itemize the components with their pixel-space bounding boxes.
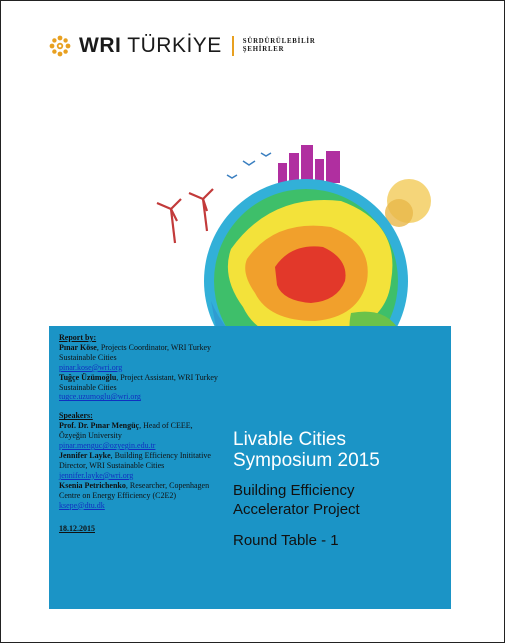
logo-subtitle: SÜRDÜRÜLEBİLİR ŞEHİRLER — [242, 37, 316, 53]
logo-brand: WRI TÜRKİYE — [79, 34, 222, 57]
speaker-person: Prof. Dr. Pınar Mengüç, Head of CEEE, Özyeğin University — [59, 421, 193, 441]
report-person: Tuğçe Üzümoğlu, Project Assistant, WRI Turkey Sustainable Cities — [59, 372, 218, 392]
report-email-link[interactable]: pinar.kose@wri.org — [59, 362, 123, 372]
speaker-person: Jennifer Layke, Building Efficiency Inititative Director, WRI Sustainable Cities — [59, 450, 211, 470]
report-heading: Report by: — [59, 333, 97, 342]
logo-separator — [232, 36, 234, 56]
report-person: Pınar Köse, Projects Coordinator, WRI Turkey Sustainable Cities — [59, 342, 212, 362]
speakers-heading: Speakers: — [59, 411, 93, 421]
speaker-email-link[interactable]: pinar.menguc@ozyegin.edu.tr — [59, 441, 156, 451]
cover-title-block — [233, 429, 443, 550]
speaker-email-link[interactable]: jennifer.layke@wri.org — [59, 470, 134, 480]
report-details — [59, 333, 219, 534]
report-email-link[interactable]: tugce.uzumoglu@wri.org — [59, 392, 141, 402]
report-date: 18.12.2015 — [59, 524, 95, 534]
speaker-email-link[interactable]: ksepe@dtu.dk — [59, 500, 105, 510]
round-table-label: Round Table - 1 — [233, 532, 339, 549]
speaker-person: Ksenia Petrichenko, Researcher, Copenhagen Centre on Energy Efficiency (C2E2) — [59, 480, 210, 500]
cover-title: Livable Cities Symposium 2015 — [233, 429, 380, 471]
cover-subtitle: Building Efficiency Accelerator Project — [233, 482, 360, 518]
wri-turkiye-logo — [49, 33, 316, 59]
wri-logo-icon — [49, 35, 71, 57]
